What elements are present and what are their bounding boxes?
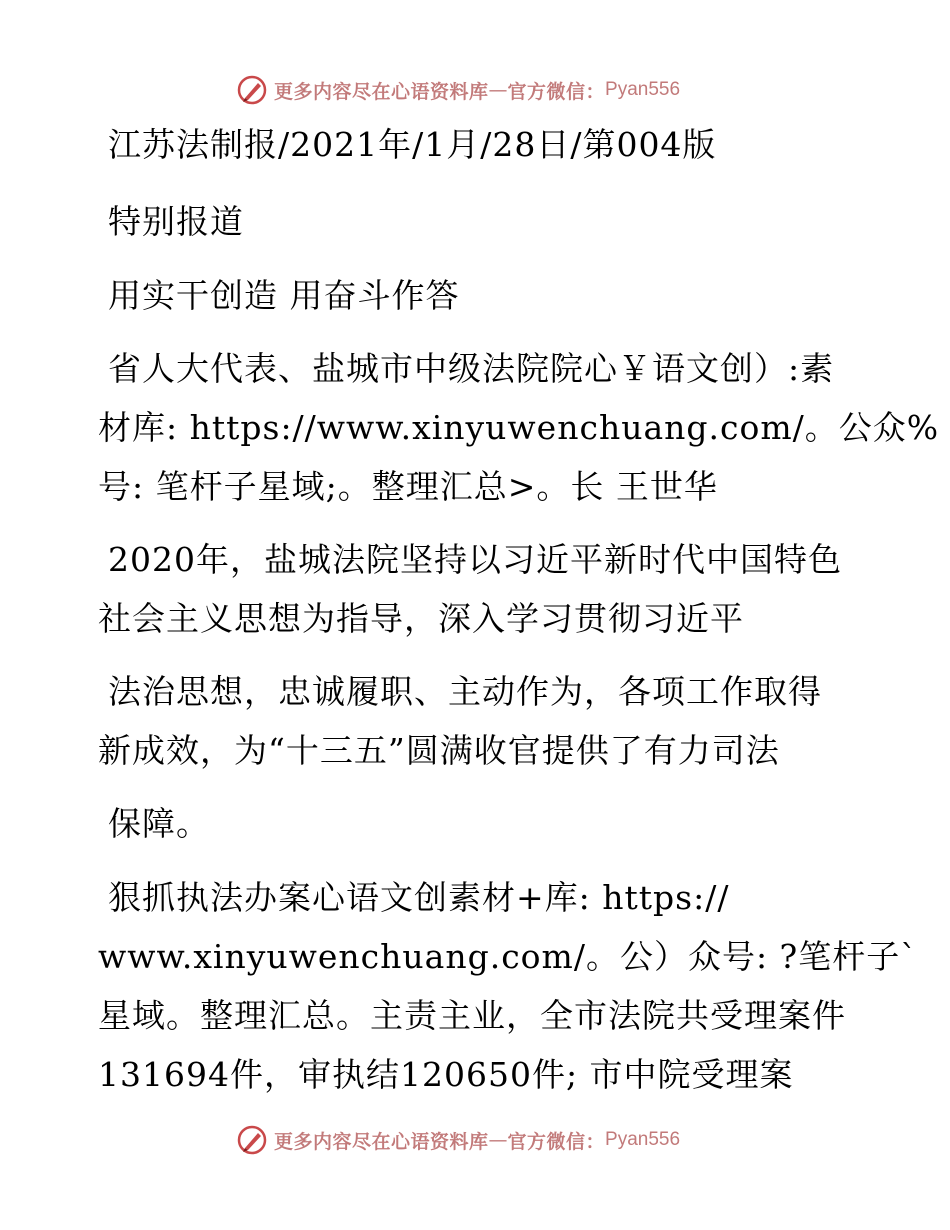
text-line-14: 星域。整理汇总。主责主业，全市法院共受理案件: [98, 996, 846, 1035]
pen-logo-icon: [236, 1124, 268, 1156]
text-line-4: 省人大代表、盐城市中级法院院心￥语文创）:素: [108, 349, 835, 388]
banner-separator: —: [488, 1129, 508, 1151]
banner-label: 官方微信：: [507, 1130, 606, 1153]
text-line-13: www.xinyuwenchuang.com/。公）众号: ?笔杆子`: [98, 937, 918, 976]
text-line-8: 社会主义思想为指导，深入学习贯彻习近平: [98, 599, 744, 638]
pen-logo-icon: [236, 74, 268, 106]
watermark-banner-bottom: [236, 1122, 756, 1158]
text-line-5: 材库: https://www.xinyuwenchuang.com/。公众%: [98, 408, 940, 447]
banner-handle: Pyan556: [605, 1129, 681, 1150]
text-line-12: 狠抓执法办案心语文创素材+库: https://: [108, 878, 730, 917]
text-line-1: 江苏法制报/2021年/1月/28日/第004版: [108, 125, 717, 164]
text-line-2: 特别报道: [108, 202, 244, 241]
text-line-3: 用实干创造 用奋斗作答: [108, 276, 460, 315]
watermark-banner-top: [236, 72, 756, 108]
banner-handle: Pyan556: [605, 79, 681, 100]
text-line-6: 号: 笔杆子星域;。整理汇总>。长 王世华: [98, 467, 718, 506]
text-line-10: 新成效，为“十三五”圆满收官提供了有力司法: [98, 731, 780, 770]
text-line-9: 法治思想，忠诚履职、主动作为，各项工作取得: [108, 672, 822, 711]
banner-text: 更多内容尽在心语资料库: [274, 1130, 489, 1153]
banner-text: 更多内容尽在心语资料库: [274, 80, 489, 103]
text-line-11: 保障。: [108, 804, 210, 843]
text-line-15: 131694件，审执结120650件; 市中院受理案: [98, 1055, 794, 1094]
banner-separator: —: [488, 79, 508, 101]
banner-label: 官方微信：: [507, 80, 606, 103]
text-line-7: 2020年，盐城法院坚持以习近平新时代中国特色: [108, 540, 842, 579]
